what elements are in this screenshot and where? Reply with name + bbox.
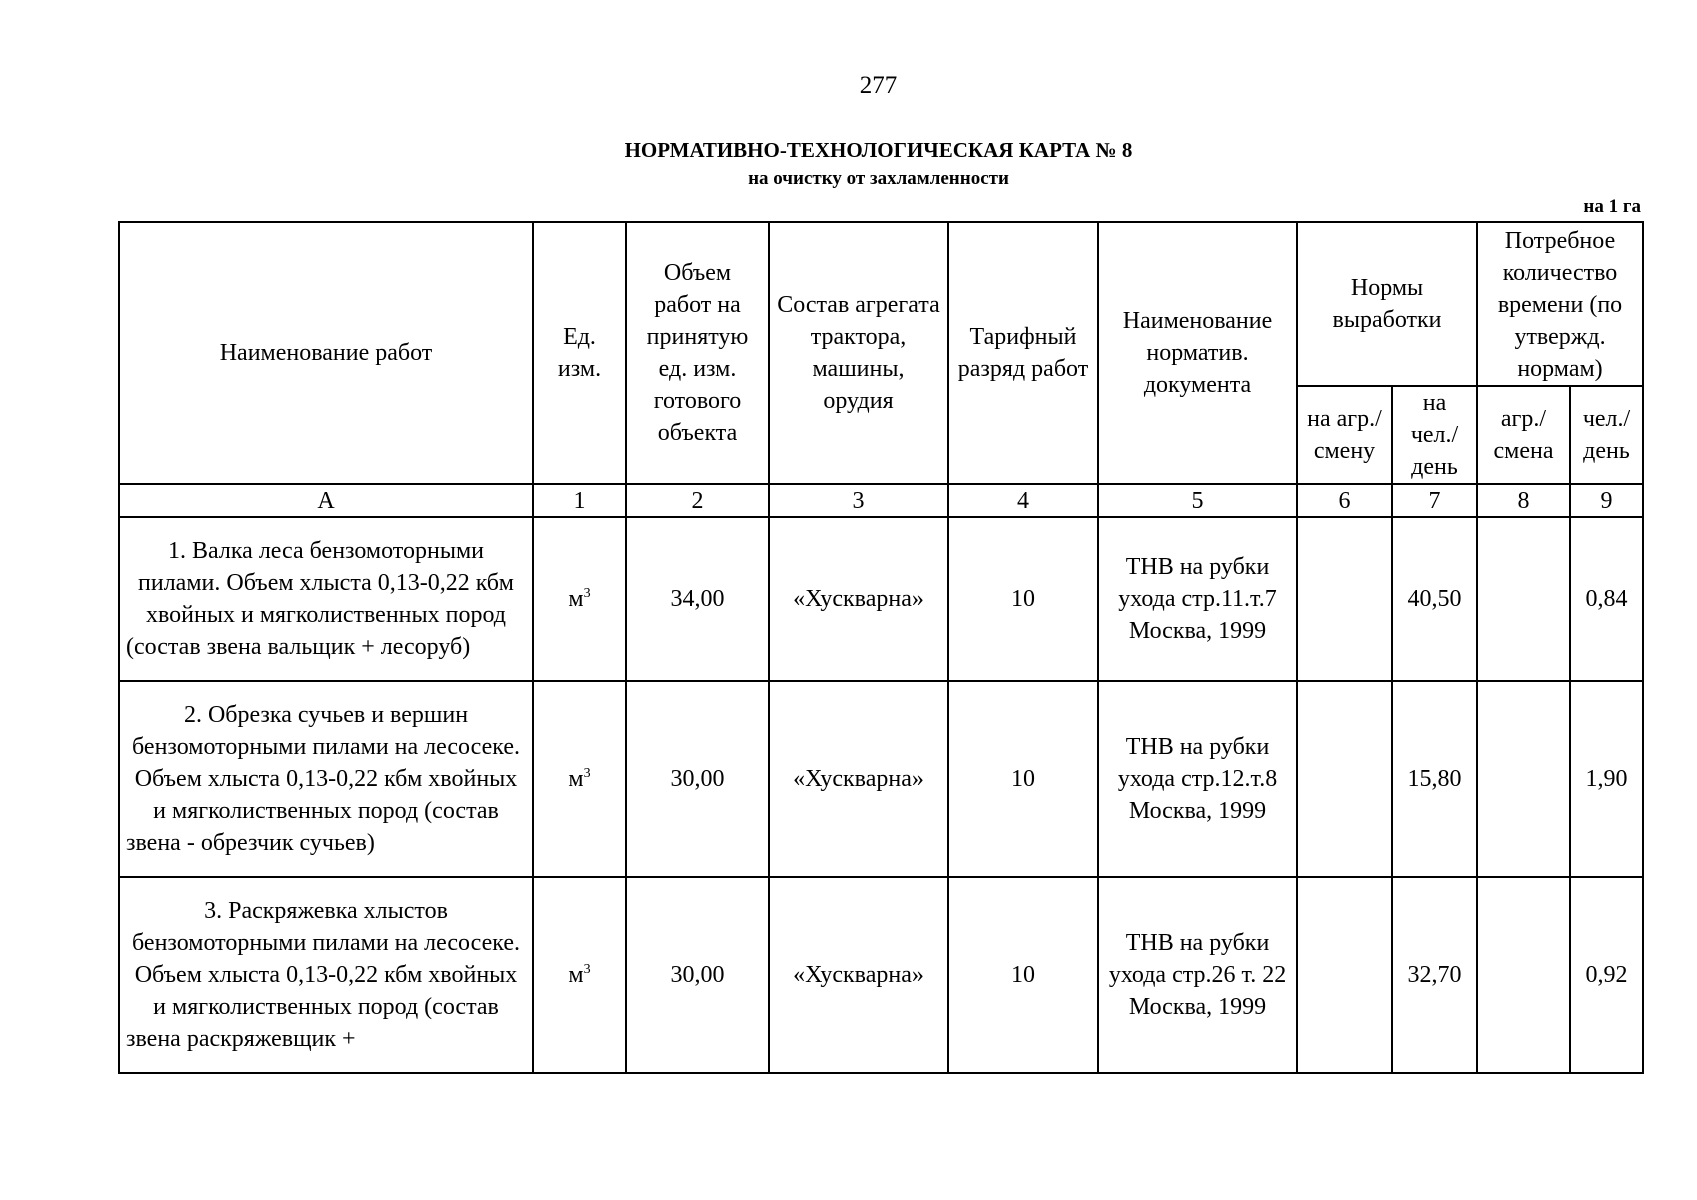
doc-cell: ТНВ на рубки ухода стр.12.т.8 Москва, 1999 bbox=[1098, 681, 1297, 877]
column-number: 8 bbox=[1477, 484, 1570, 517]
tariff-cell: 10 bbox=[948, 877, 1098, 1073]
column-number: 5 bbox=[1098, 484, 1297, 517]
time-man-cell: 0,92 bbox=[1570, 877, 1643, 1073]
time-agr-cell bbox=[1477, 681, 1570, 877]
header-norm-man: на чел./ день bbox=[1392, 386, 1477, 484]
work-description: 1. Валка леса бензомоторными пилами. Объем хлыста 0,13-0,22 кбм хвойных и мягколиственных пород (состав звена вальщик + лесоруб) bbox=[119, 517, 533, 681]
page-number: 277 bbox=[859, 72, 898, 99]
volume-cell: 30,00 bbox=[626, 877, 769, 1073]
work-description: 3. Раскряжевка хлыстов бензомоторными пилами на лесосеке. Объем хлыста 0,13-0,22 кбм хвойных и мягколиственных пород (состав звена раскряжевщик + bbox=[119, 877, 533, 1073]
unit-superscript: 3 bbox=[583, 586, 591, 601]
norm-man-cell: 40,50 bbox=[1392, 517, 1477, 681]
composition-cell: «Хускварна» bbox=[769, 877, 948, 1073]
doc-cell: ТНВ на рубки ухода стр.11.т.7 Москва, 1999 bbox=[1098, 517, 1297, 681]
norm-agr-cell bbox=[1297, 681, 1392, 877]
table-row bbox=[119, 681, 1643, 877]
unit-superscript: 3 bbox=[583, 766, 591, 781]
volume-cell: 34,00 bbox=[626, 517, 769, 681]
work-description: 2. Обрезка сучьев и вершин бензомоторными пилами на лесосеке. Объем хлыста 0,13-0,22 кбм хвойных и мягколиственных пород (состав звена - обрезчик сучьев) bbox=[119, 681, 533, 877]
column-number: 7 bbox=[1392, 484, 1477, 517]
tariff-cell: 10 bbox=[948, 681, 1098, 877]
header-doc: Наименование норматив. документа bbox=[1098, 222, 1297, 484]
column-number: 3 bbox=[769, 484, 948, 517]
unit-cell bbox=[533, 681, 626, 877]
column-number: 2 bbox=[626, 484, 769, 517]
header-volume: Объем работ на принятую ед. изм. готового объекта bbox=[626, 222, 769, 484]
header-time-required: Потребное количество времени (по утвержд. нормам) bbox=[1477, 222, 1643, 386]
norm-man-cell: 15,80 bbox=[1392, 681, 1477, 877]
header-composition: Состав агрегата трактора, машины, орудия bbox=[769, 222, 948, 484]
time-agr-cell bbox=[1477, 517, 1570, 681]
unit-text: м bbox=[568, 962, 584, 988]
composition-cell: «Хускварна» bbox=[769, 681, 948, 877]
norm-agr-cell bbox=[1297, 877, 1392, 1073]
header-norm-agr: на агр./ смену bbox=[1297, 386, 1392, 484]
header-norms: Нормы выработки bbox=[1297, 222, 1477, 386]
table-row bbox=[119, 877, 1643, 1073]
column-number: 9 bbox=[1570, 484, 1643, 517]
tariff-cell: 10 bbox=[948, 517, 1098, 681]
header-time-man: чел./ день bbox=[1570, 386, 1643, 484]
time-man-cell: 0,84 bbox=[1570, 517, 1643, 681]
volume-cell: 30,00 bbox=[626, 681, 769, 877]
document-subtitle: на очистку от захламленности bbox=[748, 168, 1009, 189]
norm-man-cell: 32,70 bbox=[1392, 877, 1477, 1073]
unit-cell bbox=[533, 517, 626, 681]
unit-note: на 1 га bbox=[1583, 196, 1641, 217]
header-tariff: Тарифный разряд работ bbox=[948, 222, 1098, 484]
time-man-cell: 1,90 bbox=[1570, 681, 1643, 877]
doc-cell: ТНВ на рубки ухода стр.26 т. 22 Москва, 1999 bbox=[1098, 877, 1297, 1073]
unit-text: м bbox=[568, 586, 584, 612]
header-work-name: Наименование работ bbox=[119, 222, 533, 484]
header-time-agr: агр./ смена bbox=[1477, 386, 1570, 484]
document-title: НОРМАТИВНО-ТЕХНОЛОГИЧЕСКАЯ КАРТА № 8 bbox=[624, 138, 1133, 162]
time-agr-cell bbox=[1477, 877, 1570, 1073]
composition-cell: «Хускварна» bbox=[769, 517, 948, 681]
unit-text: м bbox=[568, 766, 584, 792]
unit-cell bbox=[533, 877, 626, 1073]
column-number: 6 bbox=[1297, 484, 1392, 517]
column-number: А bbox=[119, 484, 533, 517]
norm-agr-cell bbox=[1297, 517, 1392, 681]
norm-table bbox=[118, 221, 1644, 1074]
table-row bbox=[119, 517, 1643, 681]
column-number: 1 bbox=[533, 484, 626, 517]
column-number: 4 bbox=[948, 484, 1098, 517]
header-unit: Ед. изм. bbox=[533, 222, 626, 484]
unit-superscript: 3 bbox=[583, 962, 591, 977]
